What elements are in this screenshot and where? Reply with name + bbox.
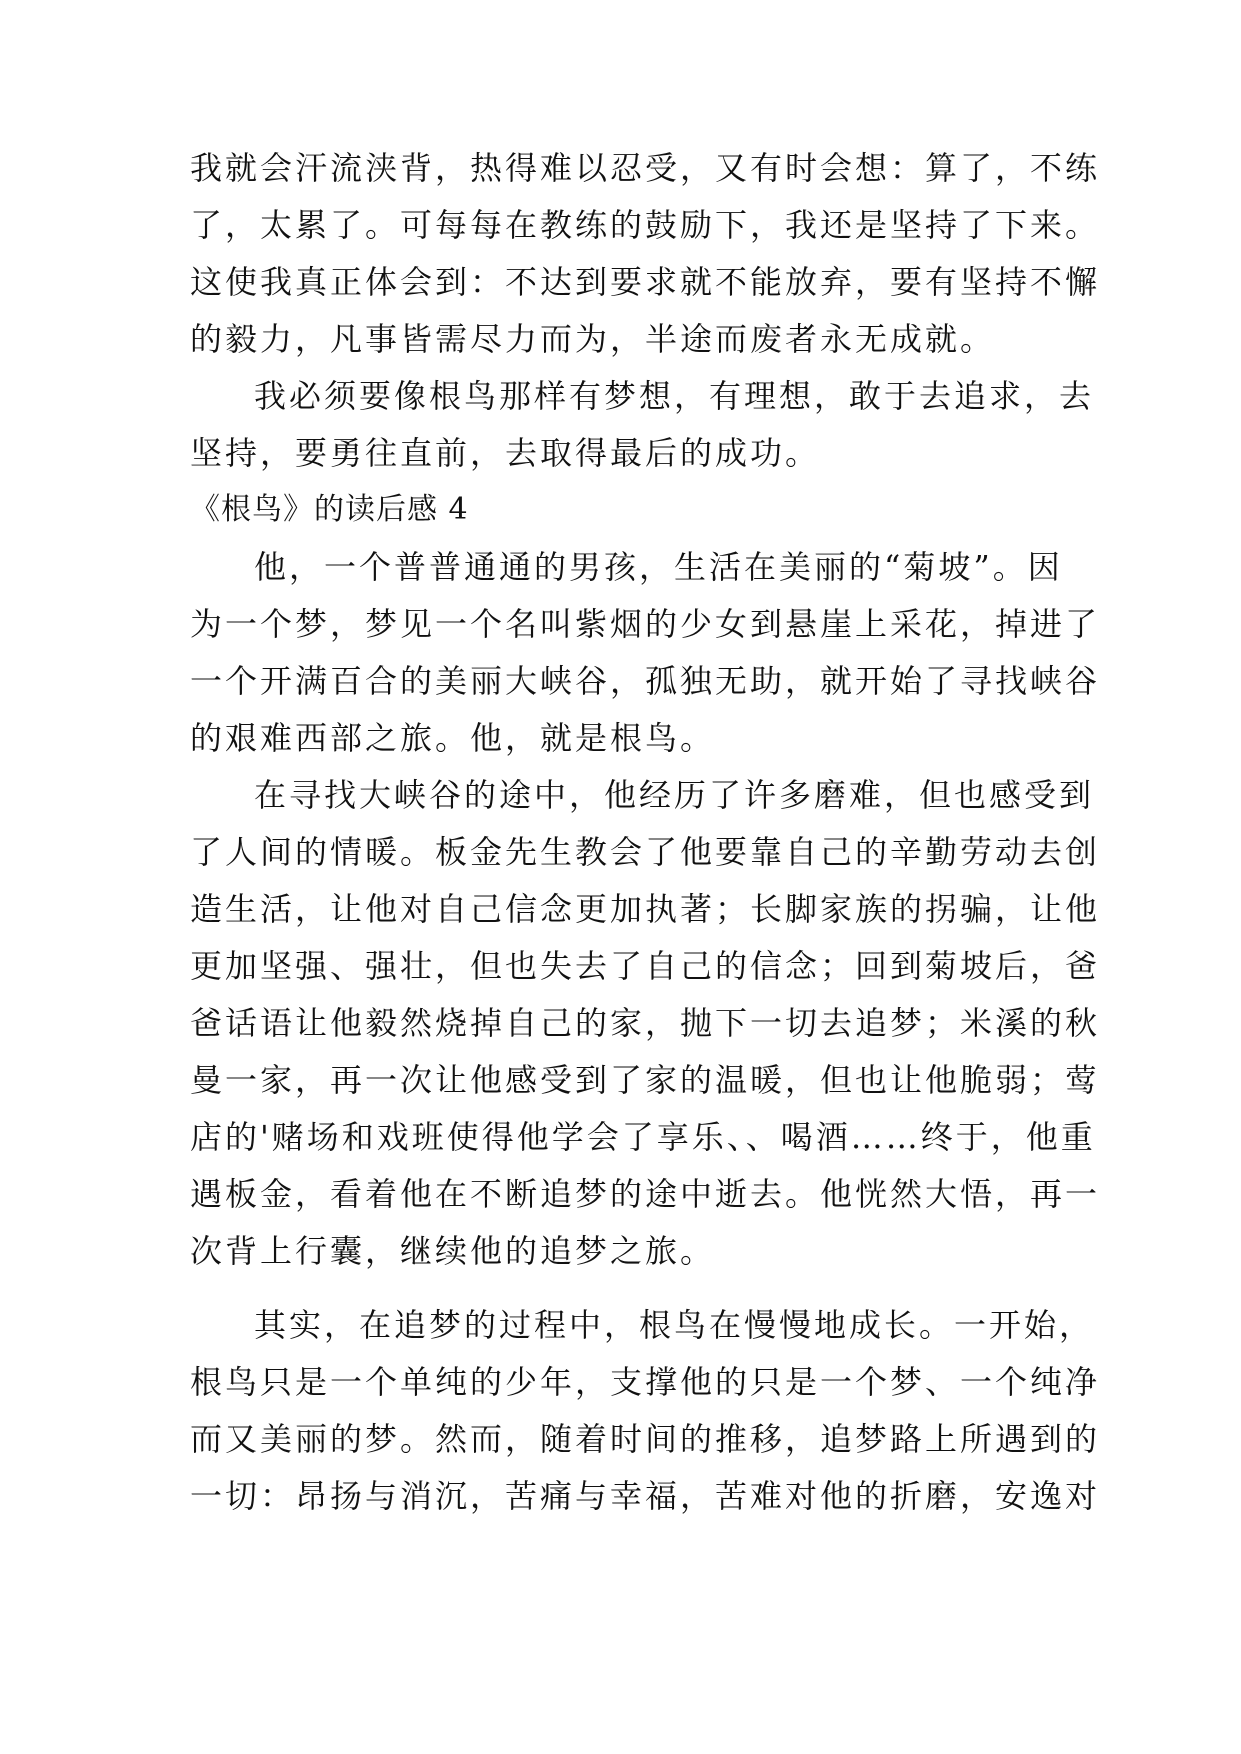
paragraph-line: 我必须要像根鸟那样有梦想，有理想，敢于去追求，去 bbox=[254, 377, 1095, 415]
paragraph-line: 曼一家，再一次让他感受到了家的温暖，但也让他脆弱；莺 bbox=[190, 1061, 1101, 1099]
paragraph-line: 的毅力，凡事皆需尽力而为，半途而废者永无成就。 bbox=[190, 320, 996, 358]
paragraph-line: 根鸟只是一个单纯的少年，支撑他的只是一个梦、一个纯净 bbox=[190, 1363, 1101, 1401]
section-heading: 《根鸟》的读后感 4 bbox=[190, 492, 469, 527]
paragraph-line: 了人间的情暖。板金先生教会了他要靠自己的辛勤劳动去创 bbox=[190, 833, 1101, 871]
paragraph-line: 其实，在追梦的过程中，根鸟在慢慢地成长。一开始， bbox=[254, 1306, 1095, 1344]
paragraph-line: 在寻找大峡谷的途中，他经历了许多磨难，但也感受到 bbox=[254, 776, 1095, 814]
paragraph-line: 一个开满百合的美丽大峡谷，孤独无助，就开始了寻找峡谷 bbox=[190, 662, 1101, 700]
paragraph-line: 一切：昂扬与消沉，苦痛与幸福，苦难对他的折磨，安逸对 bbox=[190, 1477, 1101, 1515]
paragraph-line: 遇板金，看着他在不断追梦的途中逝去。他恍然大悟，再一 bbox=[190, 1175, 1101, 1213]
paragraph-line: 坚持，要勇往直前，去取得最后的成功。 bbox=[190, 434, 821, 472]
paragraph-line: 为一个梦，梦见一个名叫紫烟的少女到悬崖上采花，掉进了 bbox=[190, 605, 1101, 643]
paragraph-line: 造生活，让他对自己信念更加执著；长脚家族的拐骗，让他 bbox=[190, 890, 1101, 928]
paragraph-line: 这使我真正体会到：不达到要求就不能放弃，要有坚持不懈 bbox=[190, 263, 1101, 301]
paragraph-line: 的艰难西部之旅。他，就是根鸟。 bbox=[190, 719, 716, 757]
paragraph-line: 我就会汗流浃背，热得难以忍受，又有时会想：算了，不练 bbox=[190, 149, 1101, 187]
paragraph-line: 店的'赌场和戏班使得他学会了享乐、、喝酒……终于，他重 bbox=[190, 1118, 1096, 1156]
paragraph-line: 次背上行囊，继续他的追梦之旅。 bbox=[190, 1232, 716, 1270]
paragraph-line: 爸话语让他毅然烧掉自己的家，抛下一切去追梦；米溪的秋 bbox=[190, 1004, 1101, 1042]
paragraph-line: 更加坚强、强壮，但也失去了自己的信念；回到菊坡后，爸 bbox=[190, 947, 1101, 985]
paragraph-line: 他，一个普普通通的男孩，生活在美丽的“菊坡”。因 bbox=[254, 548, 1063, 586]
paragraph-line: 了，太累了。可每每在教练的鼓励下，我还是坚持了下来。 bbox=[190, 206, 1101, 244]
paragraph-line: 而又美丽的梦。然而，随着时间的推移，追梦路上所遇到的 bbox=[190, 1420, 1101, 1458]
